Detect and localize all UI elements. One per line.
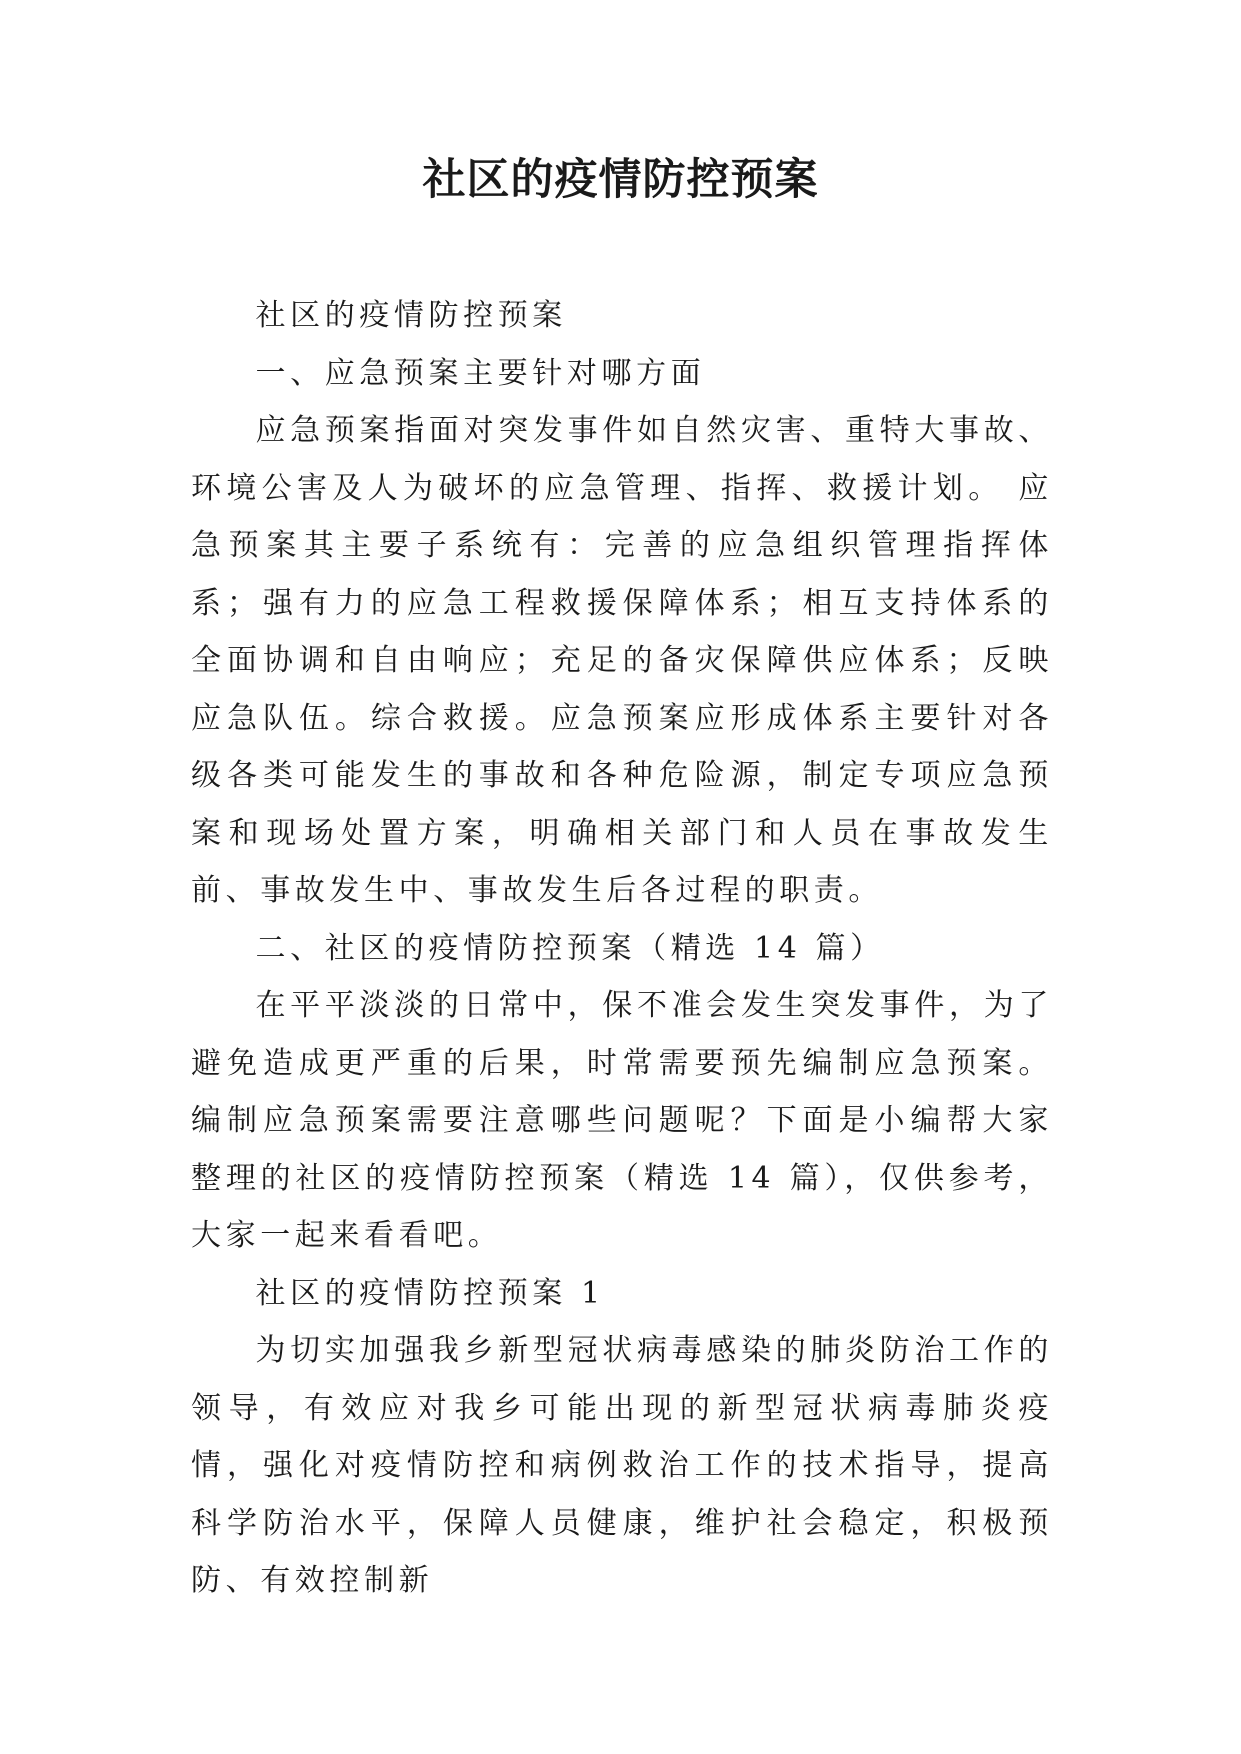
paragraph: 为切实加强我乡新型冠状病毒感染的肺炎防治工作的领导，有效应对我乡可能出现的新型冠状病毒肺炎疫情，强化对疫情防控和病例救治工作的技术指导，提高科学防治水平，保障人员健康，维护社会稳定，积极预防、有效控制新 [191, 1333, 1053, 1598]
paragraph: 在平平淡淡的日常中，保不准会发生突发事件，为了避免造成更严重的后果，时常需要预先编制应急预案。编制应急预案需要注意哪些问题呢？下面是小编帮大家整理的社区的疫情防控预案（精选 14 篇），仅供参考，大家一起来看看吧。 [191, 988, 1053, 1253]
paragraph: 应急预案指面对突发事件如自然灾害、重特大事故、环境公害及人为破坏的应急管理、指挥、救援计划。 应急预案其主要子系统有：完善的应急组织管理指挥体系；强有力的应急工程救援保障体系；相互支持体系的全面协调和自由响应；充足的备灾保障供应体系；反映应急队伍。综合救援。应急预案应形成体系主要针对各级各类可能发生的事故和各种危险源，制定专项应急预案和现场处置方案，明确相关部门和人员在事故发生前、事故发生中、事故发生后各过程的职责。 [191, 413, 1053, 908]
plan-heading-1: 社区的疫情防控预案 1 [255, 1275, 605, 1311]
section-heading-1: 一、应急预案主要针对哪方面 [255, 355, 706, 391]
paragraph-subtitle: 社区的疫情防控预案 [255, 298, 567, 333]
document-body [191, 287, 1053, 1610]
section-heading-2: 二、社区的疫情防控预案（精选 14 篇） [255, 930, 885, 966]
document-title: 社区的疫情防控预案 [422, 155, 819, 205]
